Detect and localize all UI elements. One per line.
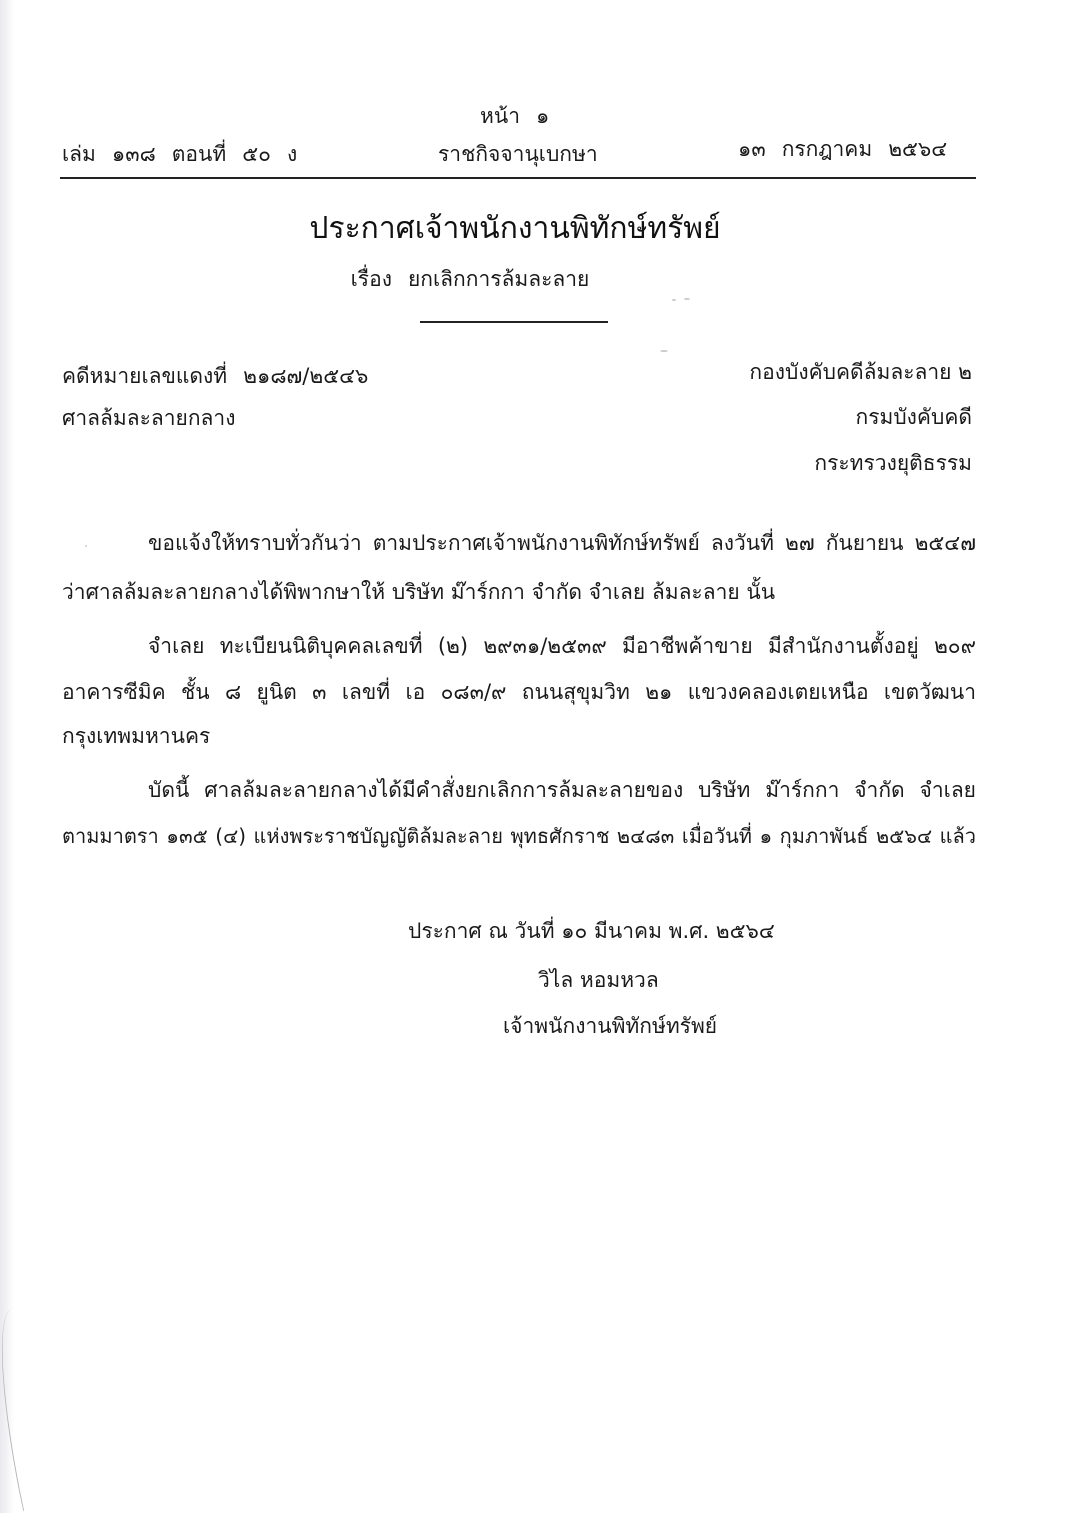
document-title: ประกาศเจ้าพนักงานพิทักษ์ทรัพย์	[309, 211, 721, 246]
scan-speck	[85, 545, 87, 547]
section-type: ง	[286, 142, 298, 166]
case-label: คดีหมายเลขแดงที่	[62, 364, 228, 388]
paragraph-1-line-2: ว่าศาลล้มละลายกลางได้พิพากษาให้ บริษัท ม๊าร์กกา จำกัด จำเลย ล้มละลาย นั้น	[62, 580, 776, 604]
case-number-value: ๒๑๘๗/๒๕๔๖	[243, 364, 369, 388]
section-label: ตอนที่	[171, 142, 227, 166]
issuer-division: กองบังคับคดีล้มละลาย ๒	[749, 360, 972, 384]
publication-date	[738, 133, 947, 166]
paragraph-2-line-1: จำเลย ทะเบียนนิติบุคคลเลขที่ (๒) ๒๙๓๑/๒๕๓๙ มีอาชีพค้าขาย มีสำนักงานตั้งอยู่ ๒๐๙	[148, 634, 976, 658]
date-day: ๑๓	[738, 137, 766, 161]
volume-label: เล่ม	[62, 142, 96, 166]
page-number	[480, 100, 549, 133]
announcement-date: ประกาศ ณ วันที่ ๑๐ มีนาคม พ.ศ. ๒๕๖๔	[408, 919, 775, 943]
paragraph-2-line-3: กรุงเทพมหานคร	[62, 724, 211, 748]
issuer-ministry: กระทรวงยุติธรรม	[814, 451, 972, 475]
volume-number: ๑๓๘	[111, 142, 156, 166]
title-divider	[420, 321, 608, 323]
paragraph-2-line-2: อาคารซีมิค ชั้น ๘ ยูนิต ๓ เลขที่ เอ ๐๘๓/๙ ถนนสุขุมวิท ๒๑ แขวงคลองเตยเหนือ เขตวัฒนา	[62, 680, 976, 704]
subject-label: เรื่อง	[350, 267, 392, 291]
paragraph-1-line-1: ขอแจ้งให้ทราบทั่วกันว่า ตามประกาศเจ้าพนักงานพิทักษ์ทรัพย์ ลงวันที่ ๒๗ กันยายน ๒๕๔๗	[148, 531, 976, 555]
document-subject	[0, 263, 940, 296]
section-number: ๕๐	[242, 142, 271, 166]
issuer-department: กรมบังคับคดี	[855, 405, 972, 429]
volume-section	[62, 138, 297, 171]
publication-name: ราชกิจจานุเบกษา	[438, 142, 598, 166]
subject-text: ยกเลิกการล้มละลาย	[407, 267, 590, 291]
page-number-value: ๑	[536, 104, 550, 128]
scan-speck	[660, 350, 668, 352]
signatory-position: เจ้าพนักงานพิทักษ์ทรัพย์	[503, 1014, 718, 1038]
court-name: ศาลล้มละลายกลาง	[62, 406, 236, 430]
date-year: ๒๕๖๔	[888, 137, 948, 161]
page-label: หน้า	[480, 104, 520, 128]
scan-speck	[672, 299, 676, 301]
case-number	[62, 360, 368, 393]
paragraph-3-line-1: บัดนี้ ศาลล้มละลายกลางได้มีคำสั่งยกเลิกการล้มละลายของ บริษัท ม๊าร์กกา จำกัด จำเลย	[148, 778, 976, 802]
signatory-name: วิไล หอมหวล	[538, 968, 659, 992]
scan-speck	[684, 298, 690, 300]
paragraph-3-line-2: ตามมาตรา ๑๓๕ (๔) แห่งพระราชบัญญัติล้มละลาย พุทธศักราช ๒๔๘๓ เมื่อวันที่ ๑ กุมภาพันธ์ ๒๕๖๔ แล้ว	[62, 824, 976, 848]
date-month: กรกฎาคม	[781, 137, 873, 161]
header-divider	[60, 177, 976, 179]
